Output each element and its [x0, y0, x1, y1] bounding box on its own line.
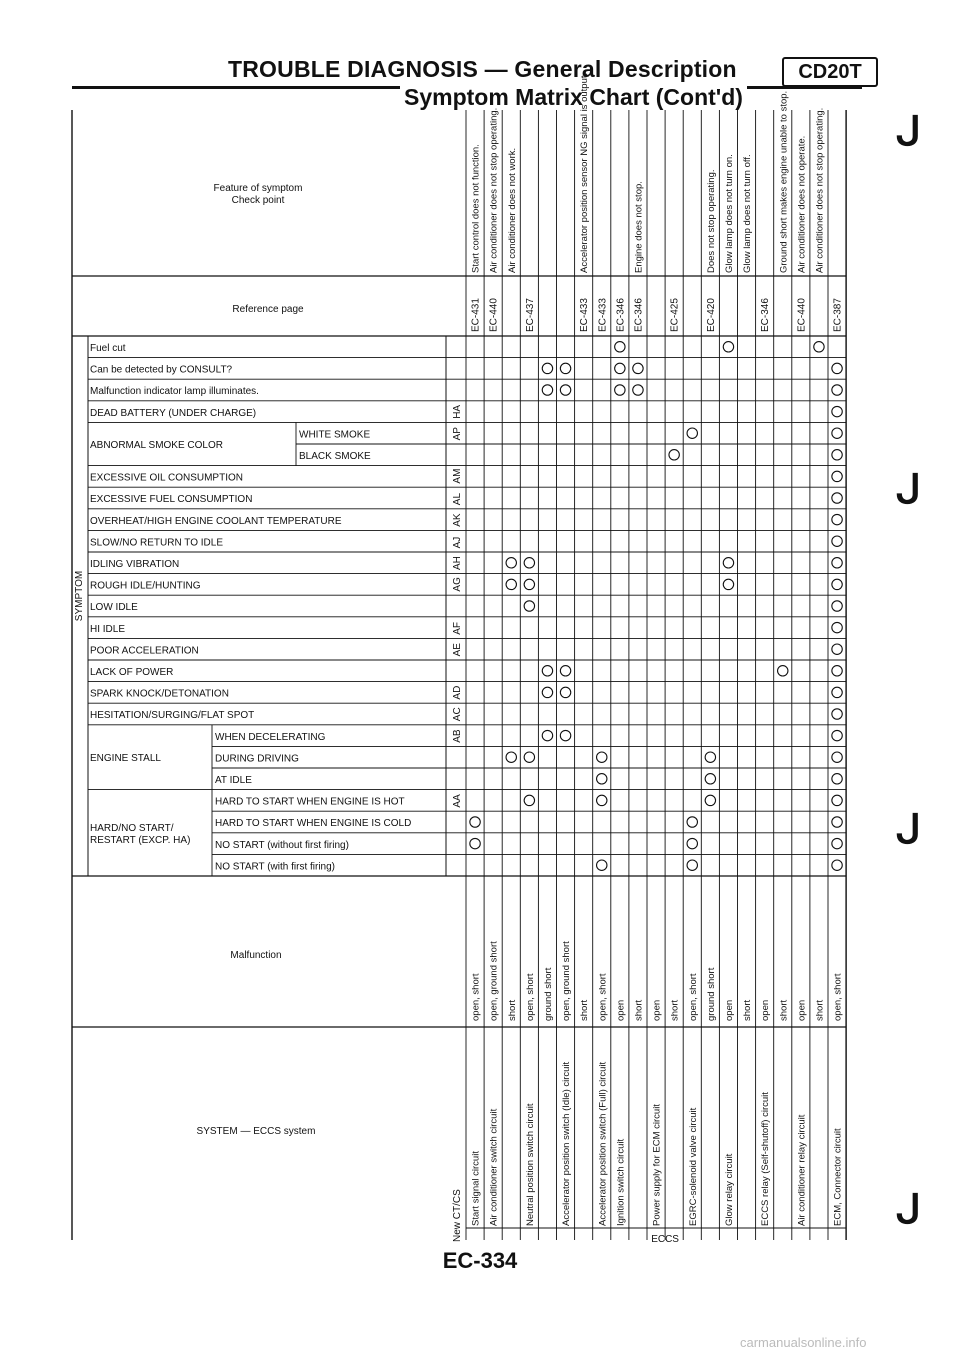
symptom-mark: [542, 363, 552, 373]
malfunction-cell: short: [814, 999, 826, 1021]
symptom-mark: [778, 666, 788, 676]
engine-badge: CD20T: [782, 57, 878, 87]
symptom-mark: [832, 514, 842, 524]
symptom-mark: [832, 795, 842, 805]
feature-header: Glow lamp does not turn on.: [723, 154, 735, 273]
symptom-mark: [524, 795, 534, 805]
symptom-mark: [597, 774, 607, 784]
reference-page-cell: EC-387: [832, 298, 844, 332]
malfunction-cell: open, ground short: [561, 941, 573, 1021]
symptom-mark: [560, 385, 570, 395]
row-label: HI IDLE: [90, 623, 126, 635]
symptom-mark: [832, 752, 842, 762]
symptom-mark: [705, 774, 715, 784]
symptom-mark: [633, 385, 643, 395]
symptom-mark: [470, 838, 480, 848]
symptom-mark: [832, 838, 842, 848]
symptom-code: AM: [452, 468, 463, 484]
symptom-code: AP: [452, 427, 463, 441]
reference-page-cell: EC-346: [633, 298, 645, 332]
symptom-mark: [832, 536, 842, 546]
symptom-mark: [560, 666, 570, 676]
malfunction-cell: open: [651, 999, 663, 1021]
symptom-mark: [669, 450, 679, 460]
page-title: TROUBLE DIAGNOSIS — General Description: [228, 56, 737, 82]
symptom-mark: [832, 428, 842, 438]
symptom-code: AA: [452, 794, 463, 808]
symptom-code: HA: [452, 404, 463, 419]
symptom-code: AJ: [452, 536, 463, 549]
row-label: SLOW/NO RETURN TO IDLE: [90, 537, 223, 549]
row-sub-label: NO START (with first firing): [215, 861, 336, 873]
row-sub-label: HARD TO START WHEN ENGINE IS HOT: [215, 796, 405, 808]
binding-hook-mark: ᒍ: [896, 468, 922, 512]
page-subtitle: Symptom Matrix Chart (Cont'd): [400, 84, 747, 111]
symptom-mark: [723, 558, 733, 568]
row-label: POOR ACCELERATION: [90, 645, 199, 657]
symptom-mark: [723, 342, 733, 352]
row-label: Malfunction indicator lamp illuminates.: [90, 386, 259, 398]
row-label: IDLING VIBRATION: [90, 559, 180, 570]
symptom-code: AG: [452, 577, 463, 592]
malfunction-cell: short: [579, 999, 591, 1021]
row-sub-label: BLACK SMOKE: [299, 451, 371, 462]
symptom-mark: [542, 385, 552, 395]
feature-header: Accelerator position sensor NG signal is output.: [579, 72, 591, 273]
reference-page-cell: EC-440: [488, 298, 500, 332]
row-label: LACK OF POWER: [90, 667, 174, 678]
symptom-mark: [524, 601, 534, 611]
symptom-code: AL: [452, 492, 463, 506]
symptom-mark: [705, 752, 715, 762]
row-label: RESTART (EXCP. HA): [90, 834, 191, 846]
malfunction-cell: short: [778, 999, 790, 1021]
row-label: ROUGH IDLE/HUNTING: [90, 580, 201, 592]
reference-page-cell: EC-346: [760, 298, 772, 332]
system-cell: Accelerator position switch (Full) circuit: [597, 1061, 609, 1226]
feature-label: Feature of symptom: [213, 183, 303, 194]
symptom-mark: [832, 406, 842, 416]
symptom-mark: [832, 385, 842, 395]
symptom-mark: [633, 363, 643, 373]
system-cell: Glow relay circuit: [723, 1153, 735, 1226]
malfunction-cell: open, ground short: [488, 941, 500, 1021]
symptom-mark: [832, 450, 842, 460]
reference-page-cell: EC-346: [615, 298, 627, 332]
reference-page-cell: EC-425: [669, 298, 681, 332]
page-number: EC-334: [442, 1248, 518, 1273]
system-group-label: New CT/CS: [452, 1189, 463, 1242]
symptom-mark: [615, 342, 625, 352]
malfunction-cell: open: [723, 999, 735, 1021]
row-sub-label: NO START (without first firing): [215, 839, 349, 851]
row-sub-label: AT IDLE: [215, 775, 252, 786]
feature-header: Engine does not stop.: [633, 181, 645, 273]
symptom-code: AD: [452, 685, 463, 700]
feature-header: Air conditioner does not stop operating.: [488, 107, 500, 273]
reference-page-cell: EC-431: [470, 298, 482, 332]
symptom-mark: [597, 795, 607, 805]
feature-header: Air conditioner does not stop operating.: [814, 107, 826, 273]
symptom-mark: [560, 687, 570, 697]
check-point-label: Check point: [231, 195, 285, 206]
symptom-side-label: SYMPTOM: [74, 570, 85, 622]
symptom-code: AC: [452, 707, 463, 722]
row-label: HARD/NO START/: [90, 822, 174, 834]
symptom-mark: [687, 817, 697, 827]
symptom-mark: [687, 860, 697, 870]
symptom-mark: [470, 817, 480, 827]
row-label: HESITATION/SURGING/FLAT SPOT: [90, 710, 255, 722]
symptom-mark: [723, 579, 733, 589]
malfunction-cell: open: [760, 999, 772, 1021]
row-label: Fuel cut: [90, 343, 126, 354]
system-cell: Power supply for ECM circuit: [651, 1104, 663, 1226]
symptom-code: AH: [452, 556, 463, 570]
symptom-mark: [832, 493, 842, 503]
system-cell: ECCS relay (Self-shutoff) circuit: [760, 1092, 772, 1226]
symptom-mark: [814, 342, 824, 352]
malfunction-cell: open: [615, 999, 627, 1021]
malfunction-cell: open, short: [470, 973, 482, 1021]
system-cell: EGRC-solenoid valve circuit: [687, 1107, 699, 1226]
reference-page-cell: EC-440: [796, 298, 808, 332]
symptom-mark: [687, 428, 697, 438]
row-sub-label: WHEN DECELERATING: [215, 731, 326, 743]
symptom-mark: [832, 817, 842, 827]
row-sub-label: DURING DRIVING: [215, 753, 299, 765]
malfunction-cell: short: [742, 999, 754, 1021]
system-cell: Ignition switch circuit: [615, 1138, 627, 1226]
malfunction-cell: ground short: [542, 967, 554, 1021]
symptom-code: AF: [452, 622, 463, 635]
row-label: EXCESSIVE OIL CONSUMPTION: [90, 472, 243, 484]
symptom-mark: [560, 730, 570, 740]
reference-page-cell: EC-420: [705, 298, 717, 332]
row-sub-label: WHITE SMOKE: [299, 429, 371, 441]
symptom-code: AE: [452, 643, 463, 657]
feature-header: Does not stop operating.: [705, 169, 717, 273]
symptom-mark: [832, 860, 842, 870]
symptom-mark: [542, 666, 552, 676]
symptom-mark: [524, 558, 534, 568]
symptom-mark: [832, 558, 842, 568]
symptom-mark: [542, 730, 552, 740]
feature-header: Air conditioner does not work.: [506, 147, 518, 273]
row-label: ABNORMAL SMOKE COLOR: [90, 440, 223, 451]
row-label: DEAD BATTERY (UNDER CHARGE): [90, 407, 257, 419]
symptom-mark: [597, 860, 607, 870]
reference-page-cell: EC-433: [579, 298, 591, 332]
binding-hook-mark: ᒍ: [896, 110, 922, 154]
symptom-code: AK: [452, 513, 463, 527]
system-label: SYSTEM — ECCS system: [196, 1126, 316, 1137]
malfunction-cell: ground short: [705, 967, 717, 1021]
malfunction-label: Malfunction: [230, 950, 282, 961]
row-label: ENGINE STALL: [90, 753, 161, 765]
feature-header: Ground short makes engine unable to stop.: [778, 90, 790, 273]
symptom-mark: [832, 622, 842, 632]
malfunction-cell: open, short: [597, 973, 609, 1021]
row-label: Can be detected by CONSULT?: [90, 364, 233, 376]
reference-page-cell: EC-433: [597, 298, 609, 332]
symptom-mark: [832, 471, 842, 481]
symptom-mark: [615, 385, 625, 395]
row-label: SPARK KNOCK/DETONATION: [90, 688, 229, 700]
symptom-mark: [687, 838, 697, 848]
symptom-mark: [542, 687, 552, 697]
reference-page-label: Reference page: [232, 304, 304, 315]
symptom-mark: [832, 730, 842, 740]
system-cell: Neutral position switch circuit: [524, 1103, 536, 1226]
binding-hook-mark: ᒍ: [896, 808, 922, 852]
symptom-mark: [524, 579, 534, 589]
symptom-mark: [705, 795, 715, 805]
malfunction-cell: open, short: [832, 973, 844, 1021]
system-cell: Accelerator position switch (Idle) circuit: [561, 1061, 573, 1226]
symptom-mark: [506, 579, 516, 589]
symptom-mark: [832, 774, 842, 784]
feature-header: Start control does not function.: [470, 144, 482, 273]
feature-header: Air conditioner does not operate.: [796, 135, 808, 273]
symptom-mark: [506, 752, 516, 762]
symptom-mark: [832, 601, 842, 611]
row-label: EXCESSIVE FUEL CONSUMPTION: [90, 494, 253, 506]
symptom-code: AB: [452, 729, 463, 743]
watermark: carmanualsonline.info: [740, 1335, 867, 1350]
symptom-mark: [832, 579, 842, 589]
symptom-mark: [597, 752, 607, 762]
symptom-mark: [832, 363, 842, 373]
symptom-mark: [832, 666, 842, 676]
row-label: OVERHEAT/HIGH ENGINE COOLANT TEMPERATURE: [90, 515, 342, 527]
symptom-mark: [506, 558, 516, 568]
row-label: LOW IDLE: [90, 602, 138, 614]
system-cell: ECM, Connector circuit: [832, 1128, 844, 1226]
malfunction-cell: short: [669, 999, 681, 1021]
symptom-mark: [832, 709, 842, 719]
system-group-label: ECCS: [651, 1234, 679, 1245]
symptom-mark: [615, 363, 625, 373]
system-cell: Air conditioner switch circuit: [488, 1108, 500, 1226]
feature-header: Glow lamp does not turn off.: [742, 154, 754, 273]
malfunction-cell: short: [506, 999, 518, 1021]
row-sub-label: HARD TO START WHEN ENGINE IS COLD: [215, 818, 412, 830]
system-cell: Air conditioner relay circuit: [796, 1114, 808, 1226]
malfunction-cell: open: [796, 999, 808, 1021]
reference-page-cell: EC-437: [524, 298, 536, 332]
symptom-mark: [832, 687, 842, 697]
symptom-mark: [832, 644, 842, 654]
system-cell: Start signal circuit: [470, 1151, 482, 1226]
malfunction-cell: open, short: [687, 973, 699, 1021]
malfunction-cell: short: [633, 999, 645, 1021]
symptom-mark: [524, 752, 534, 762]
symptom-mark: [560, 363, 570, 373]
malfunction-cell: open, short: [524, 973, 536, 1021]
binding-hook-mark: ᒍ: [896, 1188, 922, 1232]
